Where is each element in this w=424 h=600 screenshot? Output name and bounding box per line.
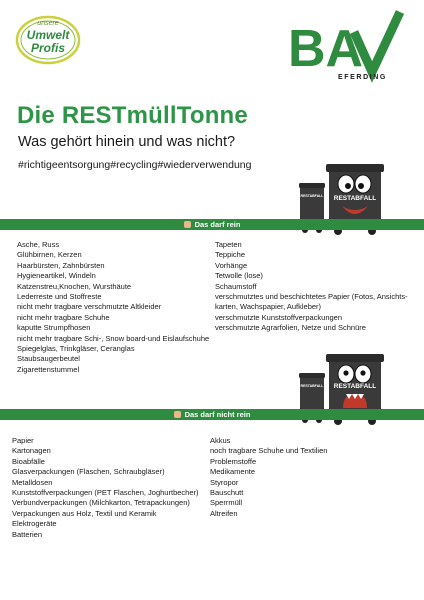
list-item: Verbundverpackungen (Milchkarton, Tetrapackungen) (12, 498, 190, 508)
page-title: Die RESTmüllTonne (17, 102, 248, 129)
list-item: Glasverpackungen (Flaschen, Schraubgläser) (12, 467, 165, 477)
thumbs-up-icon (184, 221, 191, 228)
list-item: Bauschutt (210, 488, 244, 498)
small-bin-label: RESTABFALL (300, 194, 324, 198)
list-item: Asche, Russ (17, 240, 60, 249)
list-item: Papier (12, 436, 34, 445)
list-item: Staubsaugerbeutel (17, 354, 80, 364)
band-out-text: Das darf nicht rein (184, 410, 251, 419)
list-item: Batterien (12, 529, 43, 539)
list-out-left (12, 436, 199, 540)
badge-line2: Umwelt (26, 28, 70, 42)
large-bin-label: RESTABFALL (333, 195, 377, 202)
svg-text:BA: BA (288, 20, 364, 78)
list-item: Verpackungen aus Holz, Textil und Keramik (12, 508, 157, 518)
small-bin-label-2: RESTABFALL (300, 384, 324, 388)
list-item: Styropor (210, 477, 239, 487)
badge-line1: unsere (37, 20, 59, 27)
list-in-left (17, 240, 209, 375)
list-item: Teppiche (215, 250, 246, 260)
large-bin-label-2: RESTABFALL (333, 383, 377, 390)
list-item: Tetwolle (lose) (215, 271, 263, 281)
list-item: Haarbürsten, Zahnbürsten (17, 260, 105, 270)
list-item: Medikamente (210, 467, 256, 477)
list-item: nicht mehr tragbare verschmutzte Altkleider (17, 302, 162, 312)
thumbs-down-icon (174, 411, 181, 418)
hashtags: #richtigeentsorgung#recycling#wiederverwendung (18, 159, 252, 171)
list-item: Zigarettenstummel (17, 364, 80, 374)
list-item: Elektrogeräte (12, 519, 57, 529)
list-item: Altreifen (210, 508, 238, 518)
list-item: karten, Wachspapier, Aufkleber) (215, 302, 322, 312)
section-band-in-label (0, 219, 424, 230)
list-item: Schaumstoff (215, 281, 257, 291)
list-out-right (210, 436, 327, 519)
list-in-right (215, 240, 408, 334)
list-item: noch tragbare Schuhe und Textilien (210, 446, 328, 456)
list-item: Glühbirnen, Kerzen (17, 250, 82, 260)
list-item: Vorhänge (215, 260, 248, 270)
list-item: Hygieneartikel, Windeln (17, 271, 96, 281)
band-in-text: Das darf rein (194, 220, 241, 229)
list-item: nicht mehr tragbare Schuhe (17, 312, 110, 322)
list-item: kaputte Strumpfhosen (17, 323, 91, 333)
list-item: Lederreste und Stoffreste (17, 292, 102, 302)
umwelt-profis-badge (15, 14, 81, 66)
list-item: Akkus (210, 436, 231, 445)
list-item: Katzenstreu,Knochen, Wursthäute (17, 281, 132, 291)
list-item: Kunststoffverpackungen (PET Flaschen, Joghurtbecher) (12, 488, 199, 498)
page-subtitle: Was gehört hinein und was nicht? (18, 134, 236, 150)
list-item: verschmutzte Agrarfolien, Netze und Schnüre (215, 323, 366, 333)
list-item: Tapeten (215, 240, 242, 249)
list-item: Sperrmüll (210, 498, 243, 508)
list-item: nicht mehr tragbare Schi-, Snow board-und Eislaufschuhe (17, 333, 210, 343)
list-item: verschmutzte Kunststoffverpackungen (215, 312, 343, 322)
list-item: Bioabfälle (12, 456, 45, 466)
bav-logo-subtitle: EFERDING (338, 74, 387, 81)
list-item: Spiegelglas, Trinkgläser, Ceranglas (17, 344, 135, 354)
list-item: Kartonagen (12, 446, 51, 456)
list-item: verschmutztes und beschichtetes Papier (Fotos, Ansichts- (215, 292, 408, 302)
badge-line3: Profis (30, 41, 65, 55)
section-band-out-label (0, 409, 424, 420)
list-item: Problemstoffe (210, 456, 257, 466)
bav-logo (288, 10, 408, 84)
list-item: Metalldosen (12, 477, 53, 487)
